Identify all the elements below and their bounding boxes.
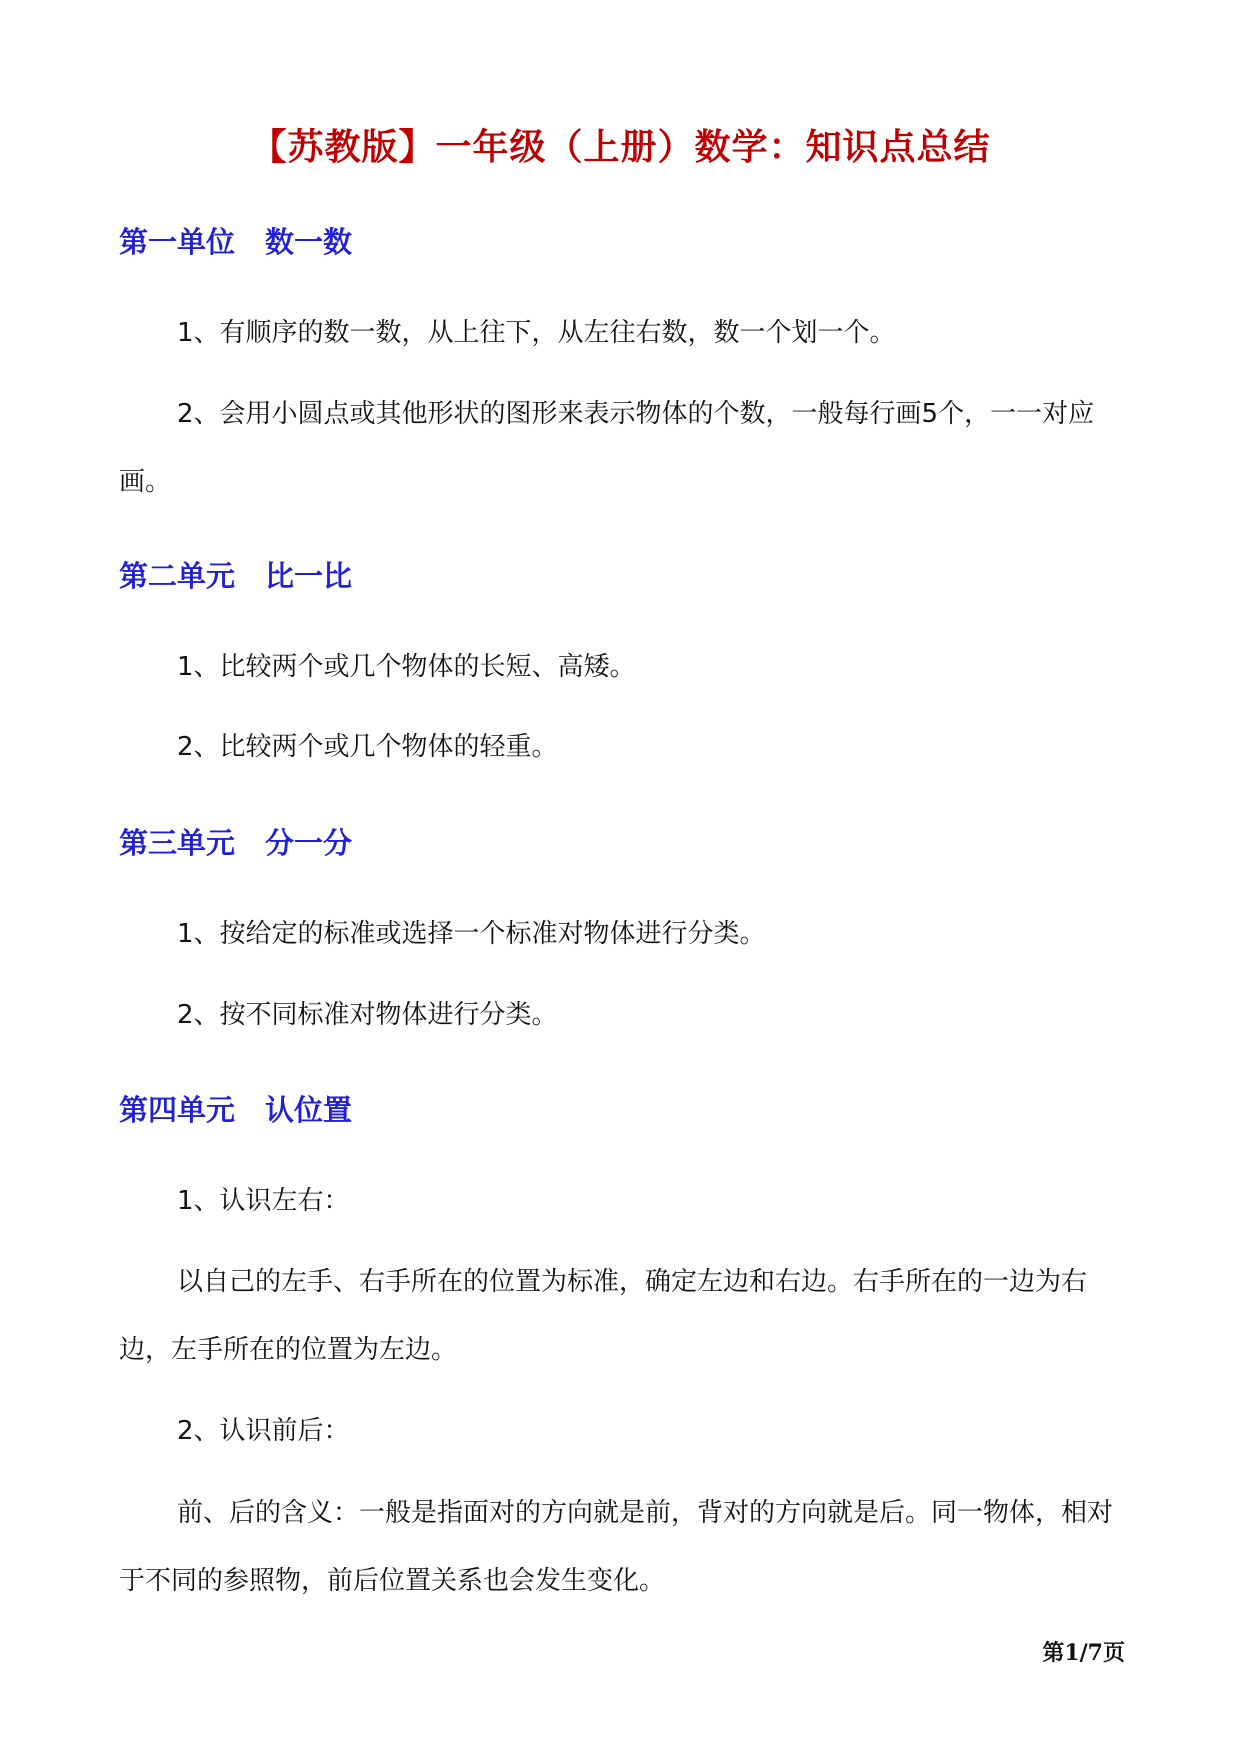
paragraph: 前、后的含义：一般是指面对的方向就是前，背对的方向就是后。同一物体，相对于不同的参照物，前后位置关系也会发生变化。	[119, 1498, 1114, 1596]
section-number-4: 第四单元	[119, 1093, 236, 1127]
section-heading-1	[119, 222, 352, 262]
section-name-3: 分一分	[265, 826, 353, 860]
section-heading-3	[119, 823, 352, 863]
section-name-1: 数一数	[265, 225, 353, 259]
paragraph: 2、认识前后：	[177, 1416, 350, 1446]
section-name-2: 比一比	[265, 559, 353, 593]
section-heading-4	[119, 1090, 352, 1130]
section-heading-2	[119, 556, 352, 596]
page-number: 第1/7页	[1042, 1640, 1125, 1666]
paragraph: 2、比较两个或几个物体的轻重。	[177, 732, 558, 762]
section-number-1: 第一单位	[119, 225, 236, 259]
paragraph: 2、按不同标准对物体进行分类。	[177, 1000, 558, 1030]
paragraph: 2、会用小圆点或其他形状的图形来表示物体的个数，一般每行画5个，一一对应画。	[119, 399, 1095, 497]
section-number-3: 第三单元	[119, 826, 236, 860]
paragraph: 1、认识左右：	[177, 1186, 350, 1216]
section-number-2: 第二单元	[119, 559, 236, 593]
document-title: 【苏教版】一年级（上册）数学：知识点总结	[250, 127, 991, 168]
paragraph: 1、按给定的标准或选择一个标准对物体进行分类。	[177, 919, 766, 949]
paragraph: 1、有顺序的数一数，从上往下，从左往右数，数一个划一个。	[177, 318, 896, 348]
paragraph: 1、比较两个或几个物体的长短、高矮。	[177, 652, 636, 682]
paragraph: 以自己的左手、右手所在的位置为标准，确定左边和右边。右手所在的一边为右边，左手所在的位置为左边。	[119, 1267, 1088, 1365]
section-name-4: 认位置	[265, 1093, 353, 1127]
